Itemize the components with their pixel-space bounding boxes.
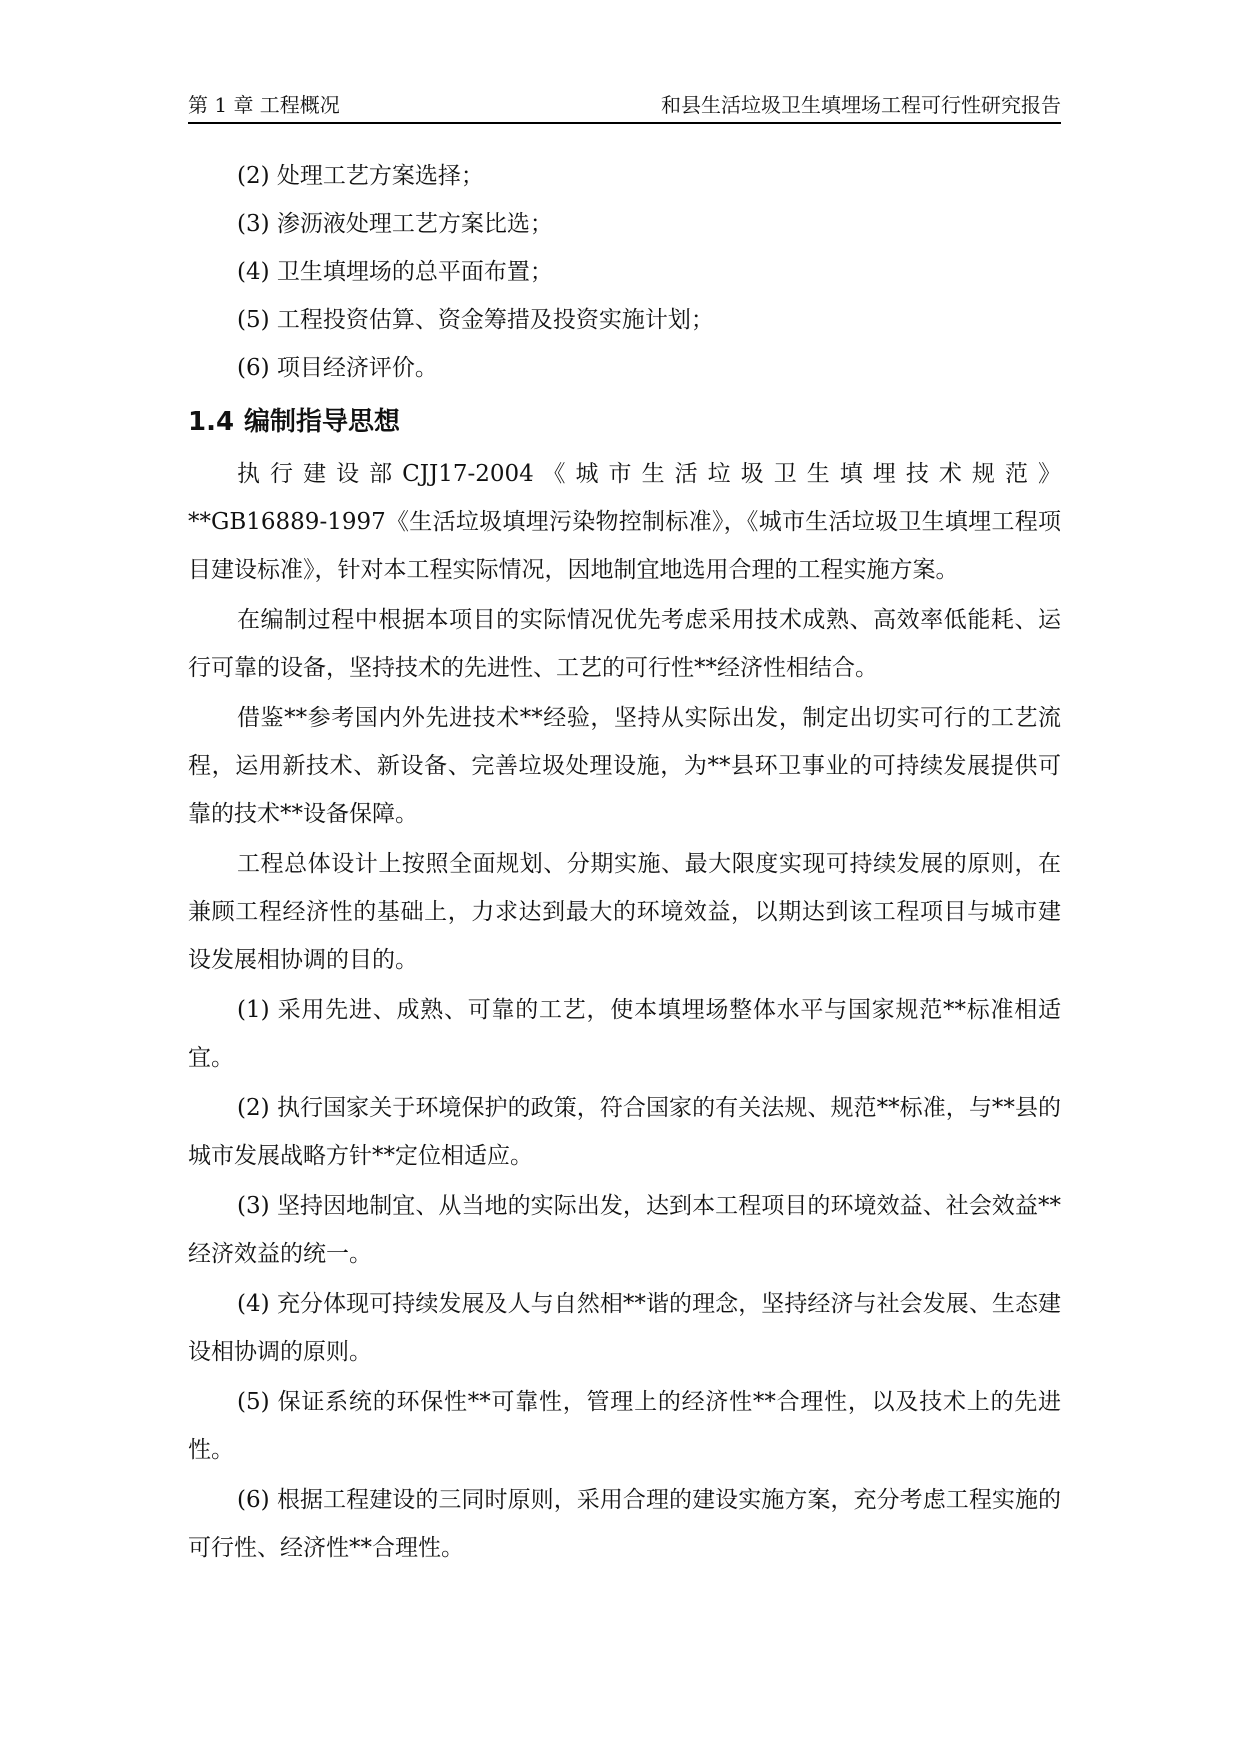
list-item: (5) 工程投资估算、资金筹措及投资实施计划；: [237, 307, 714, 333]
paragraph: 执 行 建 设 部 CJJ17-2004 《 城 市 生 活 垃 圾 卫 生 填 埋 技 术 规 范 》 **GB16889-1997《生活垃圾填埋污染物控制标准》，《城市生活垃圾卫生填埋工程项目建设标准》，针对本工程实际情况，因地制宜地选用合理的工程实施方案。: [188, 461, 1061, 583]
document-title: 和县生活垃圾卫生填埋场工程可行性研究报告: [661, 93, 1061, 117]
section-number: 1.4: [188, 407, 235, 437]
list-item: (4) 卫生填埋场的总平面布置；: [237, 259, 553, 285]
section-heading: [188, 396, 1061, 448]
page-body: [188, 152, 1061, 1572]
principle-item: (4) 充分体现可持续发展及人与自然相**谐的理念，坚持经济与社会发展、生态建设相协调的原则。: [188, 1291, 1061, 1365]
chapter-label: 第 1 章 工程概况: [188, 93, 340, 117]
list-item: (3) 渗沥液处理工艺方案比选；: [237, 211, 553, 237]
paragraph: 借鉴**参考国内外先进技术**经验，坚持从实际出发，制定出切实可行的工艺流程，运用新技术、新设备、完善垃圾处理设施，为**县环卫事业的可持续发展提供可靠的技术**设备保障。: [188, 705, 1061, 827]
paragraph: 工程总体设计上按照全面规划、分期实施、最大限度实现可持续发展的原则，在兼顾工程经济性的基础上，力求达到最大的环境效益，以期达到该工程项目与城市建设发展相协调的目的。: [188, 851, 1061, 973]
paragraph: 在编制过程中根据本项目的实际情况优先考虑采用技术成熟、高效率低能耗、运行可靠的设备，坚持技术的先进性、工艺的可行性**经济性相结合。: [188, 607, 1061, 681]
principle-item: (2) 执行国家关于环境保护的政策，符合国家的有关法规、规范**标准，与**县的城市发展战略方针**定位相适应。: [188, 1095, 1061, 1169]
principle-item: (5) 保证系统的环保性**可靠性，管理上的经济性**合理性，以及技术上的先进性。: [188, 1389, 1061, 1463]
principle-item: (6) 根据工程建设的三同时原则，采用合理的建设实施方案，充分考虑工程实施的可行性、经济性**合理性。: [188, 1487, 1061, 1561]
list-item: (2) 处理工艺方案选择；: [237, 163, 484, 189]
list-item: (6) 项目经济评价。: [237, 355, 438, 381]
principle-item: (3) 坚持因地制宜、从当地的实际出发，达到本工程项目的环境效益、社会效益**经济效益的统一。: [188, 1193, 1061, 1267]
principle-item: (1) 采用先进、成熟、可靠的工艺，使本填埋场整体水平与国家规范**标准相适宜。: [188, 997, 1061, 1071]
page-header: [188, 86, 1061, 124]
section-title: 编制指导思想: [244, 407, 401, 437]
